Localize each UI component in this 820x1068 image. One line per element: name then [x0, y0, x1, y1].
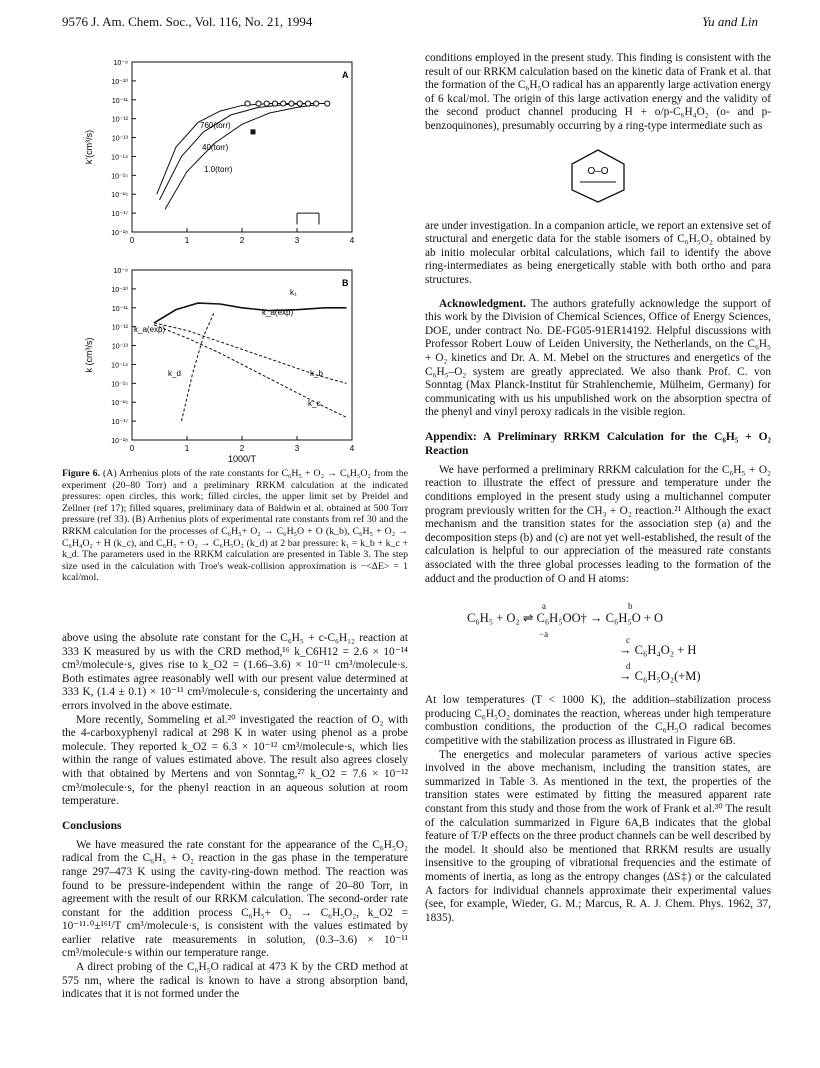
- panel-b-label: B: [342, 278, 349, 288]
- right-paragraph-5: The energetics and molecular parameters of various active species involved in the above mechanism, including the transition states, are summarized in Table 3. As mentioned in the text, the properties of the transition states were estimated by fitting the measured apparent rate constant from this study and those from the work of Frank et al.³⁰ The result of the calculation summarized in Figure 6A,B indicates that the global feature of T/P effects on the three product channels can be well described by the model. It should also be mentioned that RRKM results are usually insensitive to the grouping of vibrational frequencies and the estimate of moments of inertia, as long as the entropy changes (ΔS‡) or the calculated A factors for individual channels approximate their experimental values (see, for example, Wieder, G. M.; Marcus, R. A. J. Chem. Phys. 1962, 37, 1835).: [425, 748, 771, 924]
- panel-a-x-tick-label: 4: [349, 236, 355, 245]
- panel-a-y-tick-label: 10⁻¹⁸: [111, 230, 128, 237]
- panel-a-x-tick-label: 3: [294, 236, 300, 245]
- right-column: [425, 52, 771, 925]
- panel-a-label: A: [342, 70, 349, 80]
- ring-intermediate-structure: [568, 148, 628, 204]
- curve-label-b: k₁: [290, 288, 297, 297]
- series-line-b-3: [182, 312, 215, 422]
- data-point-open-circle: [264, 101, 269, 106]
- panel-a-y-tick-label: 10⁻¹²: [111, 116, 128, 124]
- equation-step-c: c: [626, 635, 630, 646]
- panel-a-y-tick-label: 10⁻¹⁵: [111, 173, 128, 181]
- curve-label-b: k_a(exp): [134, 325, 166, 334]
- journal-citation: 9576 J. Am. Chem. Soc., Vol. 116, No. 21, 1994: [62, 14, 313, 29]
- curve-label-a: 1.0(torr): [204, 165, 233, 174]
- right-paragraph-2: are under investigation. In a companion article, we report an extensive set of structural and energetic data for the stable isomers of C₆H₅O₂ obtained by ab initio molecular orbital calculations, which fail to identify the above ring-intermediates as being energetically stable with both ortho and para structures.: [425, 219, 771, 286]
- panel-a-y-tick-label: 10⁻¹⁴: [111, 154, 128, 162]
- reaction-scheme: [425, 594, 771, 688]
- left-column: [62, 632, 408, 1002]
- panel-a-y-tick-label: 10⁻¹⁰: [111, 78, 128, 86]
- left-paragraph-1: above using the absolute rate constant for the C₆H₅ + c-C₆H₁₂ reaction at 333 K measured by us with the CRD method,¹⁶ k_C6H12 = 2.6 × 10⁻¹⁴ cm³/molecule·s, gives rise to k_O2 = (1.66–3.6) × 10⁻¹¹ cm³/molecule·s. Both estimates agree reasonably well with our present value determined at 333 K, (1.4 ± 0.1) × 10⁻¹¹ cm³/molecule·s, considering the uncertainty and errors involved in the above estimate.: [62, 632, 408, 712]
- panel-b-y-tick-label: 10⁻¹⁶: [111, 400, 128, 408]
- figure-caption-text: (A) Arrhenius plots of the rate constants for C₆H₅ + O₂ → C₆H₅O₂ from the experiment (20–80 Torr) and a preliminary RRKM calculation at the indicated pressures: open circles, this work; filled circles, the upper limit set by Preidel and Zellner (ref 17); filled squares, preliminary data of Baldwin et al. obtained at 500 Torr pressure (ref 33). (B) Arrhenius plots of experimental rate constants from ref 30 and the RRKM calculation for the processes of C₆H₅+ O₂ → C₆H₅O + O (k_b), C₆H₅ + O₂ → C₆H₄O₂ + H (k_c), and C₆H₅ + O₂ → C₆H₅O₂ (k_d) at 2 bar pressure: k₁ = k_b + k_c + k_d. The parameters used in the RRKM calculation are presented in Table 3. The step size used in the calculation with Troe's weak-collision approximation is −<ΔE> = 1 kcal/mol.: [62, 468, 408, 584]
- panel-b-y-tick-label: 10⁻⁹: [113, 268, 128, 275]
- series-line-a-2: [165, 105, 319, 210]
- data-point-open-circle: [314, 101, 319, 106]
- left-paragraph-2: More recently, Sommeling et al.²⁰ investigated the reaction of O₂ with the 4-carboxyphenyl radical at 298 K in water using phenol as a probe molecule. They reported k_O2 = 6.3 × 10⁻¹² cm³/molecule·s, which lies within the range of values estimated above. The result also agrees closely with that obtained by Mertens and von Sonntag,²⁷ k_O2 = 7.6 × 10⁻¹² cm³/molecule·s, for the phenyl reaction in an aqueous solution at room temperature.: [62, 713, 408, 808]
- panel-a-frame: [132, 62, 352, 232]
- running-header: [62, 14, 758, 36]
- panel-b-y-tick-label: 10⁻¹⁵: [111, 381, 128, 389]
- figure-caption-label: Figure 6.: [62, 468, 100, 479]
- panel-a-x-tick-label: 2: [239, 236, 245, 245]
- equation-step-b: b: [628, 601, 633, 612]
- right-paragraph-4: At low temperatures (T < 1000 K), the addition–stabilization process producing C₆H₅O₂ dominates the reaction, whereas under high temperature combustion conditions, the production of the C₆H₅O radical becomes competitive with the stabilization process as illustrated in Figure 6B.: [425, 694, 771, 747]
- panel-b-x-tick-label: 3: [294, 444, 300, 453]
- panel-a-y-tick-label: 10⁻⁹: [113, 60, 128, 67]
- x-axis-label: 1000/T: [227, 454, 257, 464]
- panel-b-x-tick-label: 1: [184, 444, 190, 453]
- data-point-open-circle: [281, 101, 286, 106]
- right-paragraph-1: conditions employed in the present study. This finding is consistent with the result of our RRKM calculation based on the kinetic data of Frank et al. that the formation of the C₆H₅O radical has an apparently large activation energy of 6 kcal/mol. The origin of this large activation energy and the validity of the second product channel producing H + o/p-C₆H₄O₂ (o- and p-benzoquinones), presumably occurring by a ring-type intermediate such as: [425, 52, 771, 132]
- curve-label-b: k_a(exp): [262, 308, 294, 317]
- data-point-open-circle: [245, 101, 250, 106]
- panel-b-frame: [132, 270, 352, 440]
- panel-b-y-tick-label: 10⁻¹²: [111, 324, 128, 332]
- figure-6: [62, 50, 408, 470]
- equation-line-3: → C₆H₅O₂(+M): [619, 669, 701, 684]
- data-point-open-circle: [305, 101, 310, 106]
- data-point-open-circle: [256, 101, 261, 106]
- curve-label-b: k_d: [168, 369, 181, 378]
- curve-label-b: k_b: [310, 369, 323, 378]
- panel-b-y-tick-label: 10⁻¹¹: [111, 305, 128, 313]
- panel-a-y-tick-label: 10⁻¹⁶: [111, 192, 128, 200]
- panel-b-y-tick-label: 10⁻¹⁸: [111, 438, 128, 445]
- panel-a-y-tick-label: 10⁻¹³: [111, 135, 128, 143]
- panel-b-y-tick-label: 10⁻¹⁴: [111, 362, 128, 370]
- data-point-open-circle: [325, 101, 330, 106]
- equation-line-2: → C₆H₄O₂ + H: [619, 643, 697, 658]
- equation-step-a: a: [542, 601, 546, 612]
- equation-step-minus-a: −a: [539, 629, 549, 640]
- equation-line-1: C₆H₅ + O₂ ⇌ C₆H₅OO† → C₆H₅O + O: [467, 611, 664, 626]
- authors-header: Yu and Lin: [702, 14, 758, 29]
- structure-label: O–O: [587, 165, 609, 177]
- panel-b-x-tick-label: 2: [239, 444, 245, 453]
- data-point-filled-square: [251, 129, 256, 134]
- panel-b-y-tick-label: 10⁻¹⁷: [111, 419, 128, 427]
- conclusions-heading: Conclusions: [62, 819, 122, 832]
- panel-b-y-axis-label: k (cm³/s): [84, 337, 94, 373]
- panel-a-y-tick-label: 10⁻¹¹: [111, 97, 128, 105]
- series-line-a-1: [160, 104, 314, 200]
- panel-b-y-tick-label: 10⁻¹³: [111, 343, 128, 351]
- acknowledgment: [425, 298, 771, 420]
- equation-step-d: d: [626, 661, 631, 672]
- right-paragraph-3: We have performed a preliminary RRKM calculation for the C₆H₅ + O₂ reaction to illustrate the effect of pressure and temperature under the conditions employed in the present study using a multichannel computer program previously written for the CH₃ + O₂ reaction.²¹ Although the exact mechanism and the transition states for the association step (a) and the decomposition steps (b) and (c) are not yet well-established, the result of the calculation is helpful to our appreciation of the measured rate constants associated with the three global processes leading to the formation of the adduct and the production of O and H atoms:: [425, 463, 771, 585]
- left-paragraph-4: A direct probing of the C₆H₅O radical at 473 K by the CRD method at 575 nm, where the radical is known to have a strong absorption band, indicates that it is not formed under the: [62, 961, 408, 1001]
- panel-a-y-axis-label: k'(cm³/s): [84, 129, 94, 165]
- panel-b-y-tick-label: 10⁻¹⁰: [111, 286, 128, 294]
- figure-6-svg: [62, 50, 408, 470]
- acknowledgment-text: The authors gratefully acknowledge the support of this work by the Division of Chemical Sciences, Office of Energy Sciences, DOE, under contract No. DE-FG05-91ER14192. Helpful discussions with Professor Robert Louw of Leiden University, the Netherlands, on the C₆H₅ + O₂ kinetics and Dr. A. M. Mebel on the structures and energetics of the C₆H₅–O₂ system are greatly appreciated. We also thank Prof. C. von Sonntag (Max Planck-Institut für Strahlenchemie, Mülheim, Germany) for communicating with us his unpublished work on the absorption spectra of the phenyl and vinyl peroxy radicals in the visible region.: [425, 297, 771, 419]
- panel-a-x-tick-label: 0: [129, 236, 135, 245]
- panel-a-x-tick-label: 1: [184, 236, 190, 245]
- figure-caption: [62, 468, 408, 584]
- data-point-open-circle: [289, 101, 294, 106]
- curve-label-a: 760(torr): [200, 121, 231, 130]
- data-point-open-circle: [272, 101, 277, 106]
- panel-b-x-tick-label: 4: [349, 444, 355, 453]
- panel-b-x-tick-label: 0: [129, 444, 135, 453]
- curve-label-a: 40(torr): [202, 143, 229, 152]
- curve-label-b: k_c: [308, 399, 321, 408]
- series-line-b-0: [154, 303, 347, 323]
- acknowledgment-title: Acknowledgment.: [439, 297, 526, 310]
- left-paragraph-3: We have measured the rate constant for the appearance of the C₆H₅O₂ radical from the C₆H₅ + O₂ reaction in the gas phase in the temperature range 297–473 K using the cavity-ring-down method. The reaction was found to be pressure-independent within the range of 20–80 Torr, in agreement with the result of our RRKM calculation. The second-order rate constant for the addition process C₆H₅+ O₂ → C₆H₅O₂, k_O2 = 10⁻¹¹·⁰±¹⁶¹/T cm³/molecule·s, is consistent with the values estimated by earlier relative rate measurements in solution, (0.3–3.6) × 10⁻¹¹ cm³/molecule·s within our temperature range.: [62, 838, 408, 960]
- panel-a-y-tick-label: 10⁻¹⁷: [111, 211, 128, 219]
- appendix-heading: Appendix: A Preliminary RRKM Calculation for the C₆H₅ + O₂ Reaction: [425, 430, 771, 457]
- data-point-open-circle: [297, 101, 302, 106]
